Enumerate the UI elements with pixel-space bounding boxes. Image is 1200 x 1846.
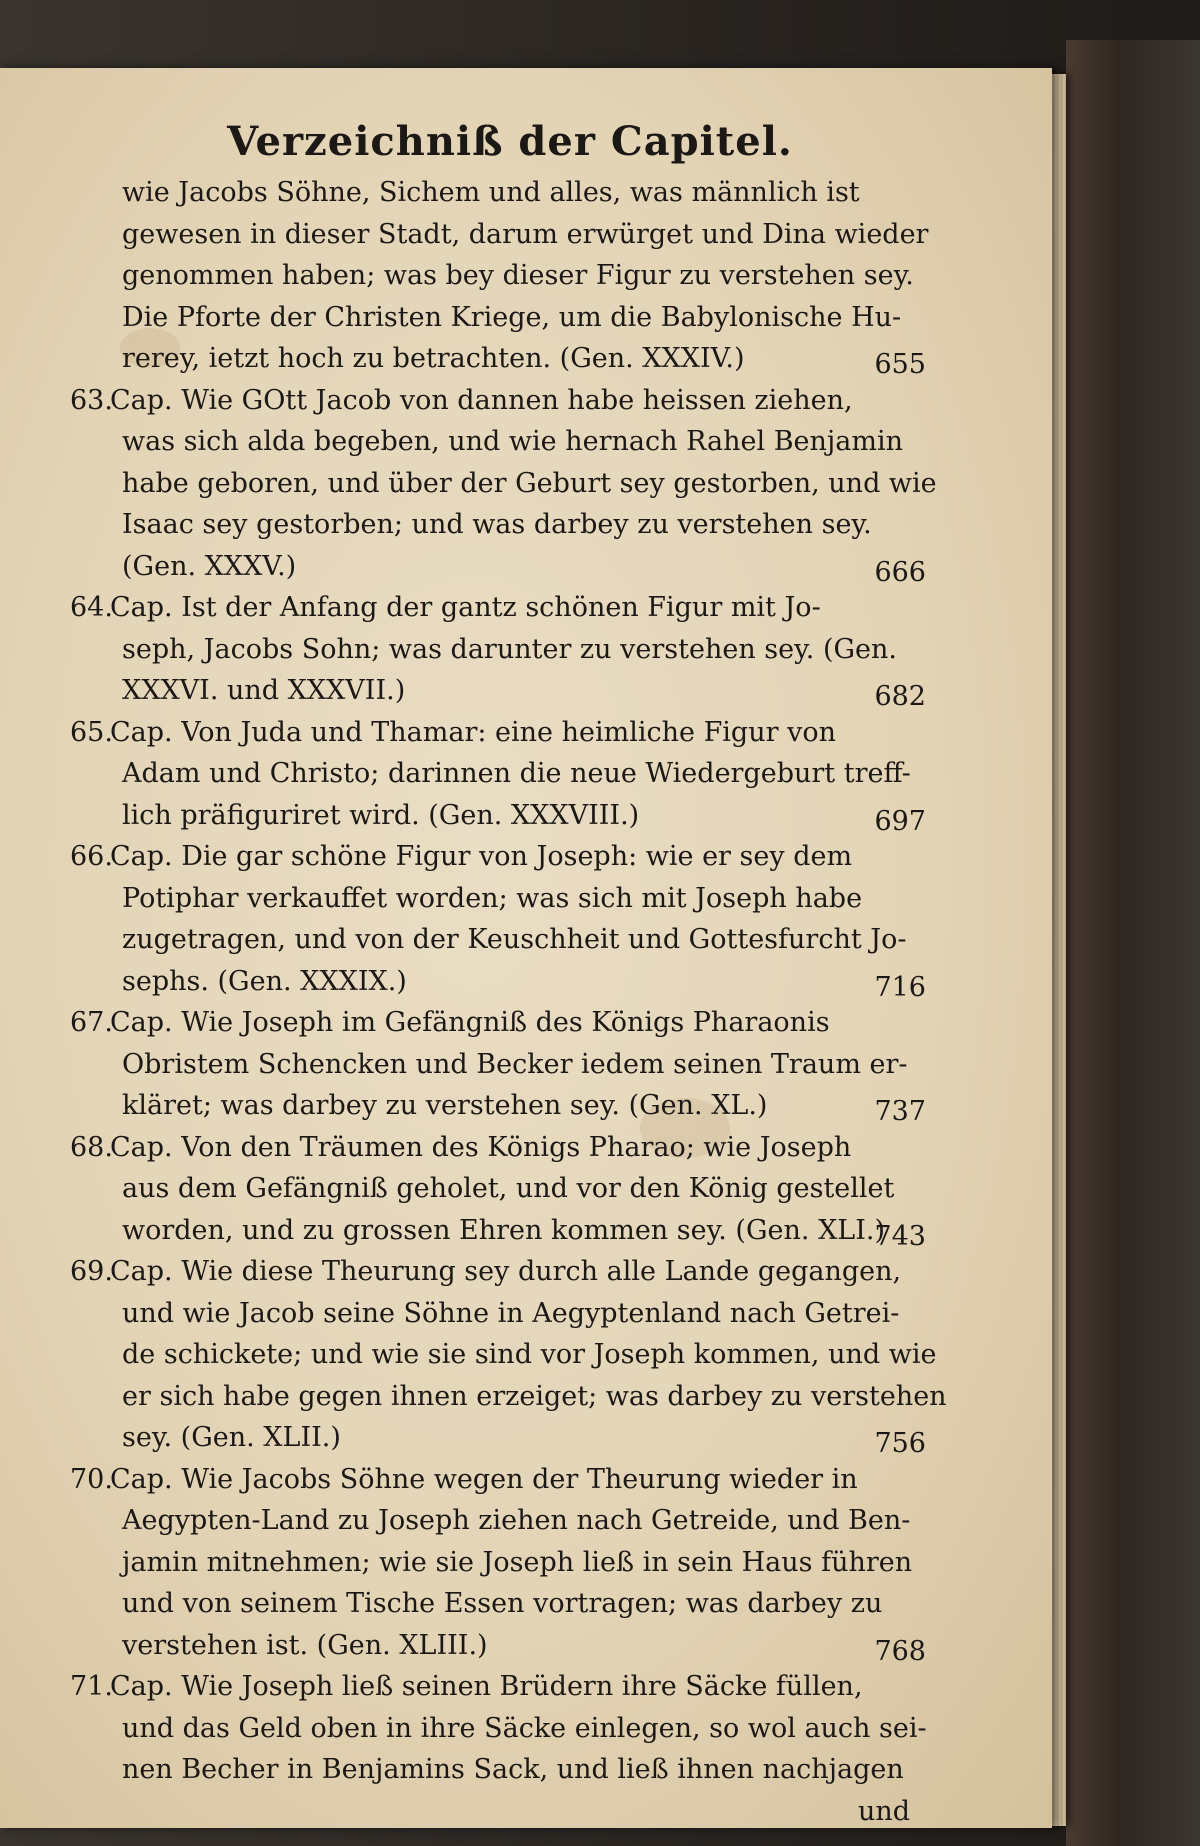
line-text: Cap. Die gar schöne Figur von Joseph: wie er sey dem xyxy=(110,841,853,872)
page-number: 737 xyxy=(874,1096,926,1127)
text-line xyxy=(110,629,910,671)
text-line xyxy=(110,961,926,1003)
line-text: und das Geld oben in ihre Säcke einlegen, so wol auch sei- xyxy=(122,1712,927,1744)
chapter-number: 71. xyxy=(70,1671,113,1702)
text-line xyxy=(110,1583,910,1625)
line-text: rerey, ietzt hoch zu betrachten. (Gen. XXXIV.) xyxy=(122,343,745,374)
text-line xyxy=(110,1417,926,1459)
line-text: worden, und zu grossen Ehren kommen sey. (Gen. XLI.) xyxy=(122,1214,886,1246)
chapter-number: 68. xyxy=(70,1131,113,1163)
text-line xyxy=(110,1085,926,1127)
text-line xyxy=(110,504,910,546)
line-text: sey. (Gen. XLII.) xyxy=(122,1422,341,1453)
line-text: Die Pforte der Christen Kriege, um die Babylonische Hu- xyxy=(122,301,902,333)
line-text: Adam und Christo; darinnen die neue Wiedergeburt treff- xyxy=(122,758,911,789)
text-line xyxy=(110,670,926,712)
line-text: gewesen in dieser Stadt, darum erwürget und Dina wieder xyxy=(122,218,929,250)
text-line xyxy=(110,214,929,256)
line-text: Potiphar verkauffet worden; was sich mit Joseph habe xyxy=(122,882,863,914)
line-text: Cap. Von den Träumen des Königs Pharao; wie Joseph xyxy=(110,1131,852,1163)
chapter-number: 64. xyxy=(70,592,113,623)
line-text: was sich alda begeben, und wie hernach Rahel Benjamin xyxy=(122,426,904,457)
line-text: seph, Jacobs Sohn; was darunter zu verstehen sey. (Gen. xyxy=(122,633,898,665)
line-text: XXXVI. und XXXVII.) xyxy=(122,675,406,706)
text-line xyxy=(110,1749,910,1791)
text-line xyxy=(110,172,910,214)
page-number: 697 xyxy=(874,805,926,837)
line-text: wie Jacobs Söhne, Sichem und alles, was männlich ist xyxy=(122,177,860,208)
line-text: Cap. Ist der Anfang der gantz schönen Figur mit Jo- xyxy=(110,592,821,623)
line-text: Cap. Von Juda und Thamar: eine heimliche Figur von xyxy=(110,716,836,748)
chapter-entry-start xyxy=(70,587,910,629)
text-line xyxy=(110,255,914,297)
line-text: er sich habe gegen ihnen erzeiget; was darbey zu verstehen xyxy=(122,1380,947,1412)
line-text: Cap. Wie diese Theurung sey durch alle Lande gegangen, xyxy=(110,1256,902,1287)
line-text: habe geboren, und über der Geburt sey gestorben, und wie xyxy=(122,467,937,499)
chapter-number: 63. xyxy=(70,384,113,416)
text-line xyxy=(110,1542,913,1584)
line-text: und von seinem Tische Essen vortragen; was darbey zu xyxy=(122,1588,883,1619)
chapter-entry-start xyxy=(70,1127,910,1169)
page-number: 743 xyxy=(874,1220,926,1252)
line-text: jamin mitnehmen; wie sie Joseph ließ in sein Haus führen xyxy=(122,1546,913,1578)
text-line xyxy=(110,1210,926,1252)
line-text: Aegypten-Land zu Joseph ziehen nach Getreide, und Ben- xyxy=(122,1505,911,1536)
chapter-number: 65. xyxy=(70,716,113,748)
chapter-number: 69. xyxy=(70,1256,113,1287)
page-number: 666 xyxy=(874,556,926,588)
chapter-entry-start xyxy=(70,1002,910,1044)
line-text: Cap. Wie Joseph im Gefängniß des Königs Pharaonis xyxy=(110,1007,830,1038)
chapter-entry-start xyxy=(70,712,910,754)
text-line xyxy=(110,753,910,795)
chapter-entry-start xyxy=(70,1251,910,1293)
line-text: Cap. Wie GOtt Jacob von dannen habe heissen ziehen, xyxy=(110,384,853,416)
page-number: 655 xyxy=(874,349,926,380)
text-line xyxy=(110,338,926,380)
line-text: Obristem Schencken und Becker iedem seinen Traum er- xyxy=(122,1048,908,1080)
text-line xyxy=(110,1044,910,1086)
chapter-entry-start xyxy=(70,836,910,878)
page-text xyxy=(70,118,947,1832)
text-line xyxy=(110,1168,910,1210)
line-text: Isaac sey gestorben; und was darbey zu verstehen sey. xyxy=(122,509,872,540)
catchword: und xyxy=(857,1795,910,1827)
chapter-number: 66. xyxy=(70,841,113,872)
line-text: aus dem Gefängniß geholet, und vor den König gestellet xyxy=(122,1173,895,1204)
text-line xyxy=(110,878,910,920)
text-line xyxy=(110,1708,927,1750)
line-text: kläret; was darbey zu verstehen sey. (Gen. XL.) xyxy=(122,1090,768,1121)
text-line xyxy=(110,421,910,463)
line-text: und wie Jacob seine Söhne in Aegyptenland nach Getrei- xyxy=(122,1297,900,1329)
line-text: (Gen. XXXV.) xyxy=(122,550,297,582)
text-line xyxy=(110,1334,937,1376)
chapter-number: 67. xyxy=(70,1007,113,1038)
text-line xyxy=(110,1625,926,1667)
chapter-entry-start xyxy=(70,1666,910,1708)
running-head: Verzeichniß der Capitel. xyxy=(227,118,793,165)
text-line xyxy=(110,919,910,961)
text-line xyxy=(110,297,910,339)
book-cover-edge xyxy=(1066,40,1200,1846)
text-line xyxy=(110,1293,910,1335)
line-text: de schickete; und wie sie sind vor Joseph kommen, und wie xyxy=(122,1339,937,1370)
chapter-number: 70. xyxy=(70,1463,113,1495)
line-text: nen Becher in Benjamins Sack, und ließ ihnen nachjagen xyxy=(122,1754,904,1785)
line-text: sephs. (Gen. XXXIX.) xyxy=(122,965,407,997)
chapter-entry-start xyxy=(70,380,910,422)
text-line xyxy=(110,1500,910,1542)
page-number: 756 xyxy=(874,1428,926,1459)
toc-lines xyxy=(70,172,947,1791)
line-text: verstehen ist. (Gen. XLIII.) xyxy=(122,1629,488,1661)
page-number: 716 xyxy=(874,971,926,1003)
line-text: Cap. Wie Jacobs Söhne wegen der Theurung wieder in xyxy=(110,1463,858,1495)
line-text: zugetragen, und von der Keuschheit und Gottesfurcht Jo- xyxy=(122,924,907,955)
line-text: genommen haben; was bey dieser Figur zu verstehen sey. xyxy=(122,260,914,291)
line-text: lich präfiguriret wird. (Gen. XXXVIII.) xyxy=(122,799,640,831)
text-line xyxy=(110,1376,947,1418)
line-text: Cap. Wie Joseph ließ seinen Brüdern ihre Säcke füllen, xyxy=(110,1671,863,1702)
chapter-entry-start xyxy=(70,1459,910,1501)
text-line xyxy=(110,795,926,837)
page-number: 682 xyxy=(874,681,926,712)
text-line xyxy=(110,546,926,588)
page-number: 768 xyxy=(874,1635,926,1667)
text-line xyxy=(110,463,937,505)
